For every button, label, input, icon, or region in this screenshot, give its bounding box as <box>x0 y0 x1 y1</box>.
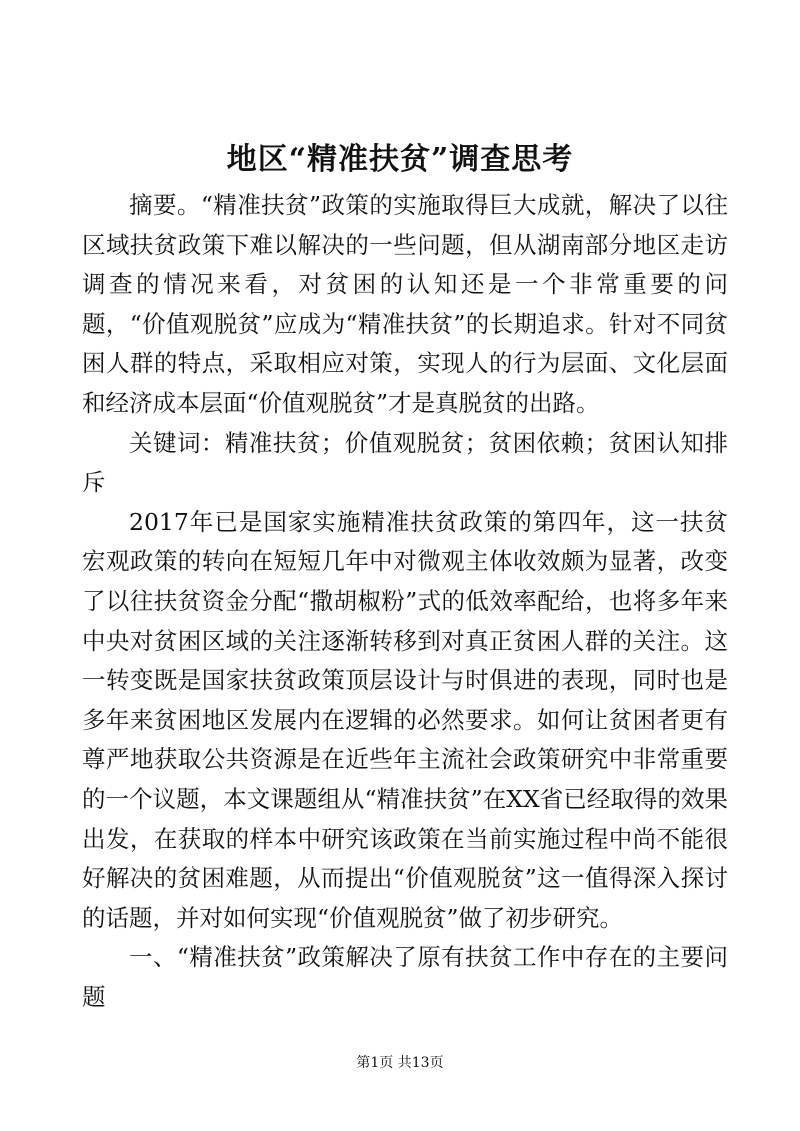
page-number: 第1页 共13页 <box>356 1055 444 1071</box>
document-title: 地区“精准扶贫”调查思考 <box>226 142 574 177</box>
intro-paragraph: 2017年已是国家实施精准扶贫政策的第四年，这一扶贫宏观政策的转向在短短几年中对微观主体收效颇为显著，改变了以往扶贫资金分配“撒胡椒粉”式的低效率配给，也将多年来中央对贫困区域的关注逐渐转移到对真正贫困人群的关注。这一转变既是国家扶贫政策顶层设计与时俱进的表现，同时也是多年来贫困地区发展内在逻辑的必然要求。如何让贫困者更有尊严地获取公共资源是在近些年主流社会政策研究中非常重要的一个议题，本文课题组从“精准扶贫”在XX省已经取得的效果出发，在获取的样本中研究该政策在当前实施过程中尚不能很好解决的贫困难题，从而提出“价值观脱贫”这一值得深入探讨的话题，并对如何实现“价值观脱贫”做了初步研究。 <box>82 507 728 932</box>
section-heading: 一、“精准扶贫”政策解决了原有扶贫工作中存在的主要问题 <box>82 943 728 1011</box>
document-body <box>82 186 728 1017</box>
keywords-paragraph: 关键词：精准扶贫；价值观脱贫；贫困依赖；贫困认知排斥 <box>82 428 728 497</box>
abstract-paragraph: 摘要。“精准扶贫”政策的实施取得巨大成就，解决了以往区域扶贫政策下难以解决的一些问题，但从湖南部分地区走访调查的情况来看，对贫困的认知还是一个非常重要的问题，“价值观脱贫”应成为“精准扶贫”的长期追求。针对不同贫困人群的特点，采取相应对策，实现人的行为层面、文化层面和经济成本层面“价值观脱贫”才是真脱贫的出路。 <box>82 191 728 417</box>
